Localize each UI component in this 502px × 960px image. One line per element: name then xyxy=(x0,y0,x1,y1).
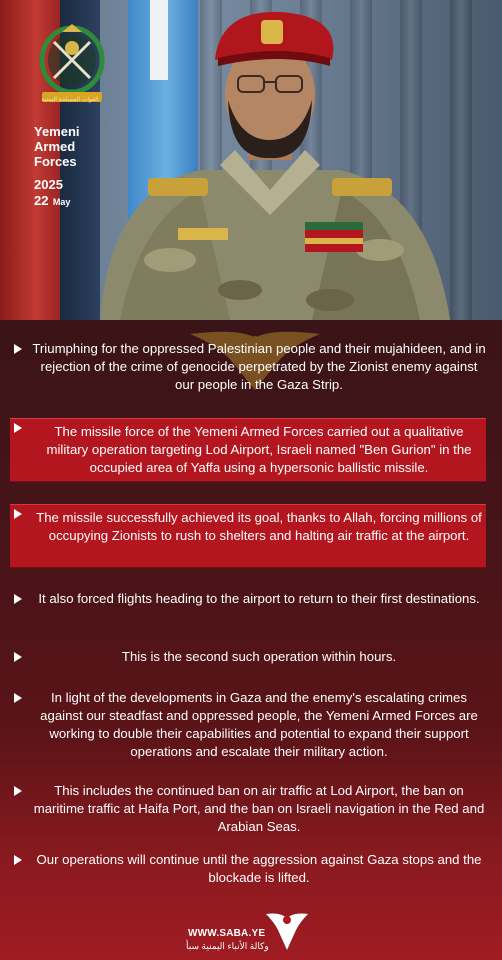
list-item xyxy=(10,782,486,840)
date-day: 22 xyxy=(34,193,49,208)
item-text: The missile successfully achieved its goal, thanks to Allah, forcing millions of occupying Zionists to rush to shelters and halting air traffic at the airport. xyxy=(36,510,482,543)
list-item xyxy=(10,590,486,630)
list-item xyxy=(10,851,486,891)
item-text: Triumphing for the oppressed Palestinian people and their mujahideen, and in rejection of the crime of genocide perpetrated by the Zionist enemy against our people in the Gaza Strip. xyxy=(32,341,486,392)
list-item xyxy=(10,340,486,398)
triangle-bullet-icon xyxy=(14,509,22,519)
hero-photo xyxy=(0,0,502,320)
triangle-bullet-icon xyxy=(14,344,22,354)
title-line: Armed xyxy=(34,139,76,154)
title-line: Yemeni xyxy=(34,124,80,139)
date-year: 2025 xyxy=(34,177,63,192)
list-item xyxy=(10,504,486,568)
triangle-bullet-icon xyxy=(14,652,22,662)
speaker-photo xyxy=(80,0,460,320)
list-item xyxy=(10,689,486,765)
title-line: Forces xyxy=(34,154,77,169)
footer-url: WWW.SABA.YE xyxy=(188,928,266,939)
triangle-bullet-icon xyxy=(14,786,22,796)
triangle-bullet-icon xyxy=(14,423,22,433)
side-title xyxy=(34,124,80,169)
triangle-bullet-icon xyxy=(14,855,22,865)
list-item xyxy=(10,648,486,670)
emblem-caption: القوات المسلحة اليمنية xyxy=(41,97,99,103)
item-text: The missile force of the Yemeni Armed Forces carried out a qualitative military operation targeting Lod Airport, Israeli named "Ben Gurion" in the occupied area of Yaffa using a hypersonic ballistic missile. xyxy=(46,424,472,475)
saba-logo-icon xyxy=(262,910,312,954)
date-month: May xyxy=(52,197,71,207)
triangle-bullet-icon xyxy=(14,594,22,604)
list-item xyxy=(10,418,486,482)
item-text: Our operations will continue until the aggression against Gaza stops and the blockade is lifted. xyxy=(36,852,482,885)
footer-agency-name: وكالة الأنباء اليمنية سبأ xyxy=(186,941,269,951)
item-text: In light of the developments in Gaza and the enemy's escalating crimes against our steadfast and oppressed people, the Yemeni Armed Forces are working to double their capabilities and potential to expand their support operations and escalate their military action. xyxy=(40,690,478,759)
triangle-bullet-icon xyxy=(14,693,22,703)
item-text: It also forced flights heading to the airport to return to their first destinations. xyxy=(38,591,480,606)
item-text: This includes the continued ban on air traffic at Lod Airport, the ban on maritime traffic at Haifa Port, and the ban on Israeli navigation in the Red and Arabian Seas. xyxy=(33,783,485,834)
date-block xyxy=(34,177,70,210)
item-text: This is the second such operation within hours. xyxy=(121,649,397,664)
